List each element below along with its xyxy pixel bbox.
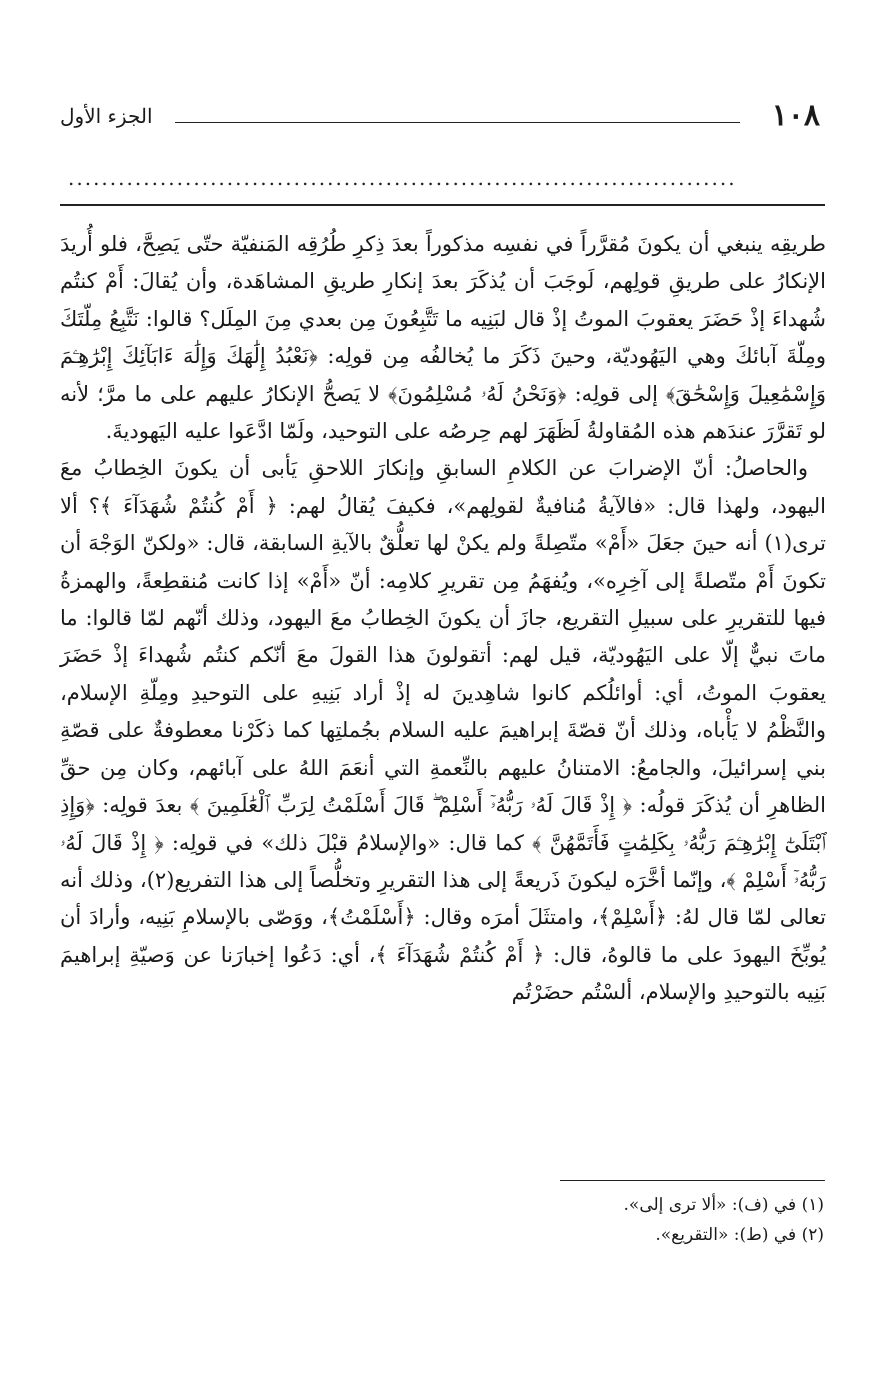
- top-rule: [60, 204, 825, 206]
- main-text: [60, 226, 826, 1012]
- footnotes: [60, 1190, 824, 1250]
- footnote: (١) في (ف): «ألا ترى إلى».: [623, 1195, 824, 1215]
- page-number: ١٠٨: [771, 98, 820, 133]
- separator-dots: ................................................................................: [68, 168, 737, 188]
- paragraph: طريقِه ينبغي أن يكونَ مُقرَّراً في نفسِه مذكوراً بعدَ ذِكرِ طُرُقِه المَنفيّة حتّى يَصِحَّ، فلو أُريدَ الإنكارُ على طريقِ قولِهم، لَوجَبَ أن يُذكَرَ بعدَ إنكارِ طريقِ المشاهَدة، وأن يُقالَ: أَمْ كنتُم شُهداءَ إذْ حَضَرَ يعقوبَ الموتُ إذْ قال لبَنِيه ما تَتَّبِعُونَ مِن بعدي مِنَ المِلَل؟ قالوا: نَتَّبِعُ مِلّتَكَ ومِلّةَ آبائكَ وهي اليَهُوديّة، وحينَ ذَكَرَ ما يُخالفُه مِن قولِه: ﴿نَعْبُدُ إِلَٰهَكَ وَإِلَٰهَ ءَابَآئِكَ إِبْرَٰهِـۧمَ وَإِسْمَٰعِيلَ وَإِسْحَٰقَ﴾ إلى قولِه: ﴿وَنَحْنُ لَهُۥ مُسْلِمُونَ﴾ لا يَصحُّ الإنكارُ عليهم على ما مرَّ؛ لأنه لو تَقرَّرَ عندَهم هذه المُقاولةُ لَظَهَرَ لهم حِرصُه على التوحيد، ولَمّا ادَّعَوا عليه اليَهوديةَ.: [60, 232, 826, 444]
- footnote: (٢) في (ط): «التقريع».: [655, 1225, 824, 1245]
- paragraph: والحاصلُ: أنّ الإضرابَ عن الكلامِ السابقِ وإنكارَ اللاحقِ يَأبى أن يكونَ الخِطابُ معَ اليهود، ولهذا قال: «فالآيةُ مُنافيةٌ لقولِهم»، فكيفَ يُقالُ لهم: ﴿ أَمْ كُنتُمْ شُهَدَآءَ ﴾؟ ألا ترى(١) أنه حينَ جعَلَ «أَمْ» متّصِلةً ولم يكنْ لها تعلُّقٌ بالآيةِ السابقة، قال: «ولكنّ الوَجْهَ أن تكونَ أَمْ متّصلةً إلى آخِرِه»، ويُفهَمُ مِن تقريرِ كلامِه: أنّ «أَمْ» إذا كانت مُنقطِعةً، والهمزةُ فيها للتقريرِ على سبيلِ التقريع، جازَ أن يكونَ الخِطابُ معَ اليهود، وذلك أنّهم لمّا قالوا: ما ماتَ نبيٌّ إلّا على اليَهُوديّة، قيل لهم: أتقولونَ هذا القولَ معَ أنّكم كنتُم شُهداءَ إذْ حَضَرَ يعقوبَ الموتُ، أي: أوائلُكم كانوا شاهِدينَ له إذْ أراد بَنِيهِ على التوحيدِ ومِلّةِ الإسلام، والنَّظْمُ لا يَأْباه، وذلك أنّ قصّةَ إبراهيمَ عليه السلام بجُملتِها كما ذكَرْنا معطوفةٌ على قصّةِ بني إسرائيلَ، والجامعُ: الامتنانُ عليهم بالنِّعمةِ التي أنعَمَ اللهُ على آبائهم، وكان مِن حقِّ الظاهرِ أن يُذكَرَ قولُه: ﴿ إِذْ قَالَ لَهُۥ رَبُّهُۥٓ أَسْلِمْ ۖ قَالَ أَسْلَمْتُ لِرَبِّ ٱلْعَٰلَمِينَ ﴾ بعدَ قولِه: ﴿وَإِذِ ٱبْتَلَىٰٓ إِبْرَٰهِـۧمَ رَبُّهُۥ بِكَلِمَٰتٍ فَأَتَمَّهُنَّ ﴾ كما قال: «والإسلامُ قبْلَ ذلك» في قولِه: ﴿ إِذْ قَالَ لَهُۥ رَبُّهُۥٓ أَسْلِمْ ﴾، وإنّما أخَّرَه ليكونَ ذَريعةً إلى هذا التقريرِ وتخلُّصاً إلى هذا التفريع(٢)، وذلك أنه تعالى لمّا قال لهُ: ﴿أَسْلِمْ﴾، وامتثَلَ أمرَه وقال: ﴿أَسْلَمْتُ﴾، ووَصّى بالإسلامِ بَنِيه، وأرادَ أن يُوبِّخَ اليهودَ على ما قالوهُ، قال: ﴿ أَمْ كُنتُمْ شُهَدَآءَ ﴾، أي: دَعُوا إخبارَنا عن وَصيّةِ إبراهيمَ بَنِيه بالتوحيدِ والإسلام، ألسْتُم حضَرْتُم: [60, 456, 826, 1005]
- running-title: الجزء الأول: [60, 104, 153, 128]
- header-rule: [175, 122, 740, 123]
- page-header: [60, 100, 820, 140]
- footnote-rule: [560, 1180, 825, 1181]
